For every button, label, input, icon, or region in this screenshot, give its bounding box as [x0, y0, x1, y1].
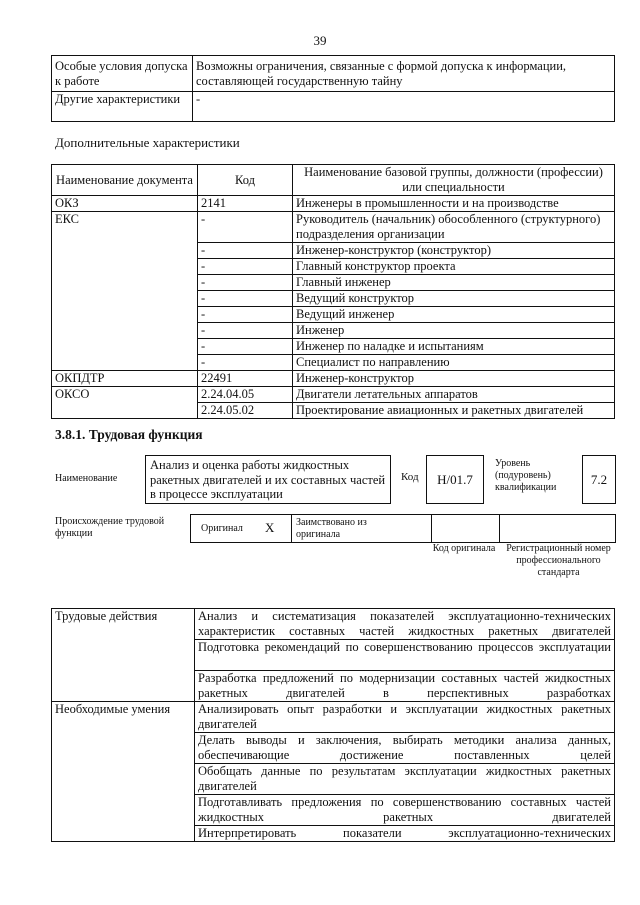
name-cell: Двигатели летательных аппаратов: [293, 387, 615, 403]
code-cell: 2.24.04.05: [198, 387, 293, 403]
function-level-box: [582, 455, 616, 504]
name-cell: Проектирование авиационных и ракетных двигателей: [293, 403, 615, 419]
function-name-label: Наименование: [55, 473, 118, 484]
code-cell: -: [198, 323, 293, 339]
origin-divider: [431, 515, 432, 542]
doc-cell: ОКСО: [52, 387, 198, 419]
original-mark: X: [265, 520, 275, 535]
code-caption: Код оригинала: [432, 543, 496, 554]
code-cell: -: [198, 212, 293, 243]
name-cell: Ведущий инженер: [293, 307, 615, 323]
doc-cell: ЕКС: [52, 212, 198, 371]
page-number: 39: [313, 33, 327, 48]
doc-cell: ОКПДТР: [52, 371, 198, 387]
origin-label: Происхождение трудовой функции: [55, 516, 165, 539]
header-code: Код: [198, 165, 293, 196]
name-cell: Главный инженер: [293, 275, 615, 291]
list-item: Делать выводы и заключения, выбирать методики анализа данных, обеспечивающие достижение поставленных целей: [195, 733, 615, 764]
code-cell: -: [198, 291, 293, 307]
group-label: Необходимые умения: [52, 702, 195, 842]
code-cell: -: [198, 259, 293, 275]
code-cell: 22491: [198, 371, 293, 387]
conditions-label: Особые условия допуска к работе: [52, 56, 193, 92]
origin-row: [190, 514, 616, 543]
name-cell: Инженер-конструктор: [293, 371, 615, 387]
table-header-row: [52, 165, 615, 196]
name-cell: Специалист по направлению: [293, 355, 615, 371]
list-item: Подготавливать предложения по совершенствованию составных частей жидкостных ракетных двигателей: [195, 795, 615, 826]
conditions-table: [51, 55, 615, 122]
code-cell: 2141: [198, 196, 293, 212]
section-title: 3.8.1. Трудовая функция: [55, 427, 203, 442]
header-doc: Наименование документа: [52, 165, 198, 196]
table-row: [52, 92, 615, 122]
function-name-box: [145, 455, 391, 504]
conditions-value: Возможны ограничения, связанные с формой допуска к информации, составляющей государственную тайну: [193, 56, 615, 92]
code-cell: -: [198, 339, 293, 355]
function-code-box: [426, 455, 484, 504]
origin-divider: [291, 515, 292, 542]
table-row: [52, 371, 615, 387]
name-cell: Инженер-конструктор (конструктор): [293, 243, 615, 259]
additional-title: Дополнительные характеристики: [55, 135, 240, 150]
table-row: [52, 609, 615, 640]
table-row: [52, 387, 615, 403]
function-level-value: 7.2: [590, 471, 608, 487]
function-name-value: Анализ и оценка работы жидкостных ракетных двигателей и их составных частей в процессе эксплуатации: [150, 458, 386, 501]
name-cell: Главный конструктор проекта: [293, 259, 615, 275]
code-cell: -: [198, 243, 293, 259]
code-cell: 2.24.05.02: [198, 403, 293, 419]
actions-table: [51, 608, 615, 842]
header-name: Наименование базовой группы, должности (профессии) или специальности: [293, 165, 615, 196]
code-cell: -: [198, 355, 293, 371]
group-label: Трудовые действия: [52, 609, 195, 702]
list-item: Анализировать опыт разработки и эксплуатации жидкостных ракетных двигателей: [195, 702, 615, 733]
reg-caption: Регистрационный номер профессионального стандарта: [506, 543, 611, 578]
list-item: Обобщать данные по результатам эксплуатации жидкостных ракетных двигателей: [195, 764, 615, 795]
code-cell: -: [198, 275, 293, 291]
doc-cell: ОКЗ: [52, 196, 198, 212]
borrowed-label: Заимствовано из оригинала: [296, 517, 367, 540]
name-cell: Инженер: [293, 323, 615, 339]
name-cell: Руководитель (начальник) обособленного (структурного) подразделения организации: [293, 212, 615, 243]
table-row: [52, 702, 615, 733]
name-cell: Ведущий конструктор: [293, 291, 615, 307]
extra-table: [51, 164, 615, 419]
original-label: Оригинал: [201, 523, 243, 534]
list-item: Интерпретировать показатели эксплуатационно-технических: [195, 826, 615, 842]
name-cell: Инженеры в промышленности и на производстве: [293, 196, 615, 212]
other-value: -: [193, 92, 615, 122]
other-label: Другие характеристики: [52, 92, 193, 122]
table-row: [52, 212, 615, 243]
function-level-label: Уровень (подуровень) квалификации: [495, 458, 557, 493]
function-code-value: Н/01.7: [437, 471, 473, 487]
name-cell: Инженер по наладке и испытаниям: [293, 339, 615, 355]
table-row: [52, 196, 615, 212]
function-code-label: Код: [401, 471, 419, 483]
list-item: Анализ и систематизация показателей эксплуатационно-технических характеристик составных частей жидкостных ракетных двигателей: [195, 609, 615, 640]
code-cell: -: [198, 307, 293, 323]
origin-divider: [499, 515, 500, 542]
list-item: Подготовка рекомендаций по совершенствованию процессов эксплуатации: [195, 640, 615, 671]
table-row: [52, 56, 615, 92]
list-item: Разработка предложений по модернизации составных частей жидкостных ракетных двигателей в перспективных разработках: [195, 671, 615, 702]
